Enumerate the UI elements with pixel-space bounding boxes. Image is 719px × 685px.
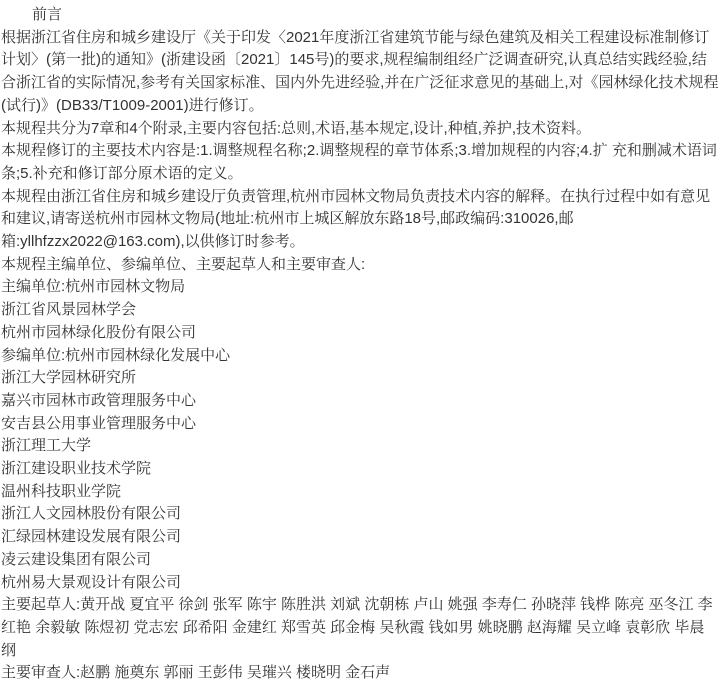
drafters-line: 主要起草人:黄开战 夏宜平 徐剑 张军 陈宇 陈胜洪 刘斌 沈朝栋 卢山 姚强 李寿仁 孙晓萍 钱桦 陈亮 巫冬江 李红艳 余毅敏 陈煜初 党志宏 邱希阳 金建红 郑雪英 邱金梅 吴秋霞 钱如男 姚晓鹏 赵海耀 吴立峰 袁彰欣 毕晨纲: [1, 596, 713, 659]
reviewers-line: 主要审查人:赵鹏 施奠东 郭丽 王彭伟 吴璀兴 楼晓明 金石声: [1, 664, 391, 682]
paragraph-revision-contents: 本规程修订的主要技术内容是:1.调整规程名称;2.调整规程的章节体系;3.增加规程的内容;4.扩 充和删减术语词条;5.补充和修订部分原术语的定义。: [1, 142, 717, 182]
preface-heading: 前言: [32, 6, 63, 23]
chief-editor-unit-line: 主编单位:杭州市园林文物局: [1, 278, 186, 296]
chief-editor-unit-line: 浙江省风景园林学会: [1, 301, 137, 319]
chief-editor-unit-line: 杭州市园林绿化股份有限公司: [1, 323, 197, 341]
participating-unit-line: 浙江人文园林股份有限公司: [1, 505, 182, 523]
participating-unit-line: 浙江建设职业技术学院: [1, 460, 152, 478]
credits-intro: 本规程主编单位、参编单位、主要起草人和主要审查人:: [1, 255, 366, 273]
participating-unit-line: 参编单位:杭州市园林绿化发展中心: [1, 346, 231, 364]
participating-unit-line: 浙江理工大学: [1, 437, 92, 455]
paragraph-regulation-basis: 根据浙江省住房和城乡建设厅《关于印发〈2021年度浙江省建筑节能与绿色建筑及相关工程建设标准制修订计划〉(第一批)的通知》(浙建设函〔2021〕145号)的要求,规程编制组经广泛调查研究,认真总结实践经验,结合浙江省的实际情况,参考有关国家标准、国内外先进经验,并在广泛征求意见的基础上,对《园林绿化技术规程(试行)》(DB33/T1009-2001)进行修订。: [1, 28, 719, 114]
participating-unit-line: 安吉县公用事业管理服务中心: [1, 414, 197, 432]
participating-unit-line: 汇绿园林建设发展有限公司: [1, 528, 182, 546]
participating-unit-line: 杭州易大景观设计有限公司: [1, 573, 182, 591]
paragraph-management-contact: 本规程由浙江省住房和城乡建设厅负责管理,杭州市园林文物局负责技术内容的解释。在执行过程中如有意见和建议,请寄送杭州市园林文物局(地址:杭州市上城区解放东路18号,邮政编码:310026,邮箱:yllhfzzx2022@163.com),以供修订时参考。: [1, 187, 711, 251]
paragraph-structure-overview: 本规程共分为7章和4个附录,主要内容包括:总则,术语,基本规定,设计,种植,养护,技术资料。: [1, 119, 592, 137]
participating-unit-line: 凌云建设集团有限公司: [1, 550, 152, 568]
participating-unit-line: 嘉兴市园林市政管理服务中心: [1, 391, 197, 409]
participating-unit-line: 浙江大学园林研究所: [1, 369, 137, 387]
participating-unit-line: 温州科技职业学院: [1, 482, 122, 500]
